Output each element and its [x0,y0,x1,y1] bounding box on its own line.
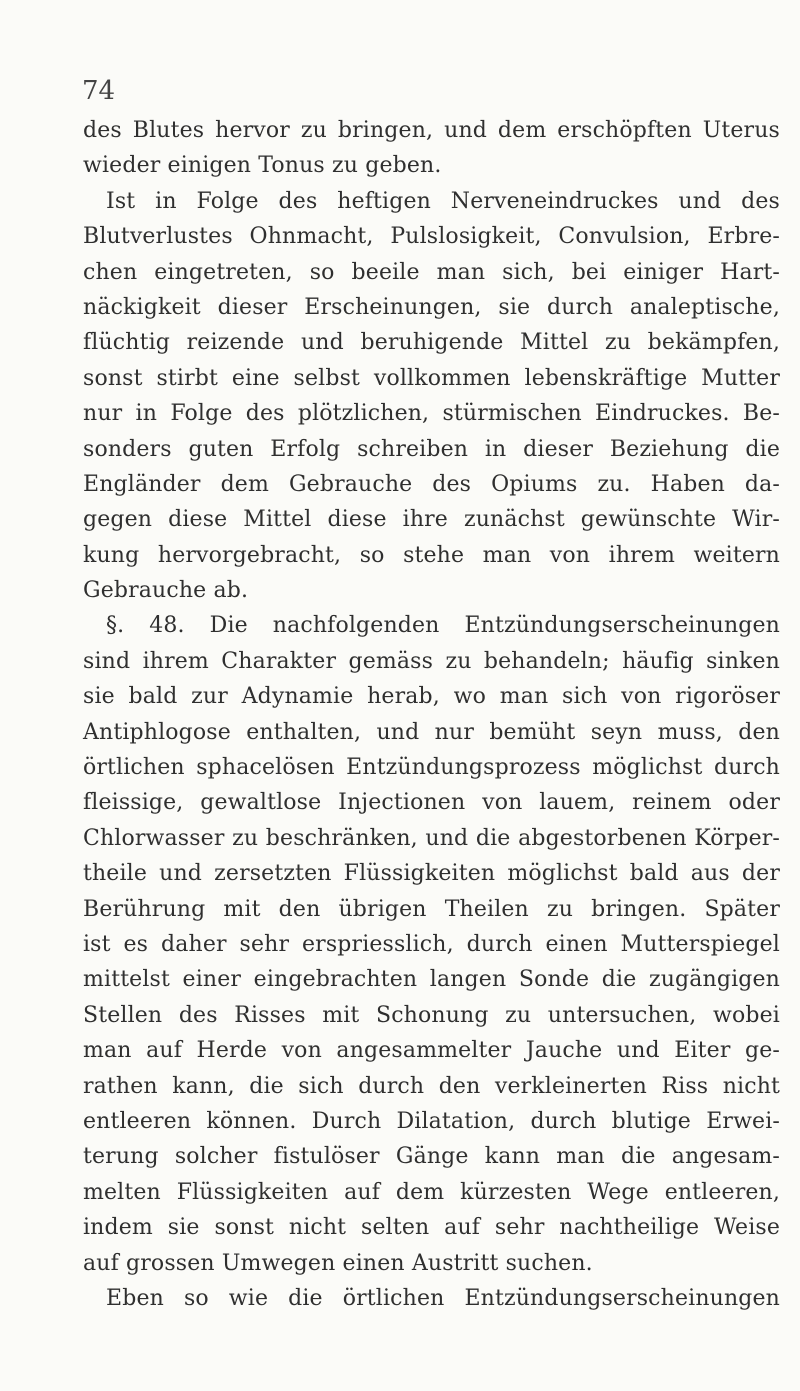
text-line: sie bald zur Adynamie herab, wo man sich von rigoröser [83,684,780,710]
text-line: Antiphlogose enthalten, und nur bemüht seyn muss, den [83,719,780,745]
text-line: sonst stirbt eine selbst vollkommen lebenskräftige Mutter [83,365,780,391]
text-line: entleeren können. Durch Dilatation, durch blutige Erwei- [83,1108,780,1134]
text-line: sind ihrem Charakter gemäss zu behandeln; häufig sinken [83,648,780,674]
text-line: fleissige, gewaltlose Injectionen von lauem, reinem oder [83,790,780,816]
text-line: kung hervorgebracht, so stehe man von ihrem weitern [83,542,780,568]
text-line: Stellen des Risses mit Schonung zu untersuchen, wobei [83,1002,780,1028]
text-line: örtlichen sphacelösen Entzündungsprozess möglichst durch [83,755,780,781]
text-line: Berührung mit den übrigen Theilen zu bringen. Später [83,896,780,922]
text-line: nur in Folge des plötzlichen, stürmischen Eindruckes. Be- [83,401,780,427]
text-line: Engländer dem Gebrauche des Opiums zu. Haben da- [83,471,780,497]
text-line: Eben so wie die örtlichen Entzündungserscheinungen [106,1285,780,1311]
text-line: Blutverlustes Ohnmacht, Pulslosigkeit, Convulsion, Erbre- [83,224,780,250]
text-line: Gebrauche ab. [83,578,249,604]
text-line: rathen kann, die sich durch den verkleinerten Riss nicht [83,1073,780,1099]
text-line: terung solcher fistulöser Gänge kann man die angesam- [83,1144,780,1170]
text-line: ist es daher sehr erspriesslich, durch einen Mutterspiegel [83,931,780,957]
text-line: Ist in Folge des heftigen Nerveneindruckes und des [106,188,780,214]
body-text [83,113,780,1316]
text-line: melten Flüssigkeiten auf dem kürzesten Wege entleeren, [83,1179,780,1205]
page-number: 74 [82,76,116,106]
text-line: indem sie sonst nicht selten auf sehr nachtheilige Weise [83,1215,780,1241]
text-line: des Blutes hervor zu bringen, und dem erschöpften Uterus [83,118,780,143]
text-line: näckigkeit dieser Erscheinungen, sie durch analeptische, [83,294,780,320]
text-line: gegen diese Mittel diese ihre zunächst gewünschte Wir- [83,507,780,533]
text-line: wieder einigen Tonus zu geben. [83,153,442,179]
text-line: chen eingetreten, so beeile man sich, bei einiger Hart- [83,259,780,285]
text-line: mittelst einer eingebrachten langen Sonde die zugängigen [83,967,780,993]
text-line: sonders guten Erfolg schreiben in dieser Beziehung die [83,436,780,462]
text-line: theile und zersetzten Flüssigkeiten möglichst bald aus der [83,861,780,887]
text-line: flüchtig reizende und beruhigende Mittel zu bekämpfen, [83,330,780,356]
text-line: man auf Herde von angesammelter Jauche und Eiter ge- [83,1038,780,1064]
section-heading-line: §. 48. Die nachfolgenden Entzündungserscheinungen [106,613,780,639]
text-line: Chlorwasser zu beschränken, und die abgestorbenen Körper- [83,825,780,851]
text-line: auf grossen Umwegen einen Austritt suchen. [83,1250,593,1276]
